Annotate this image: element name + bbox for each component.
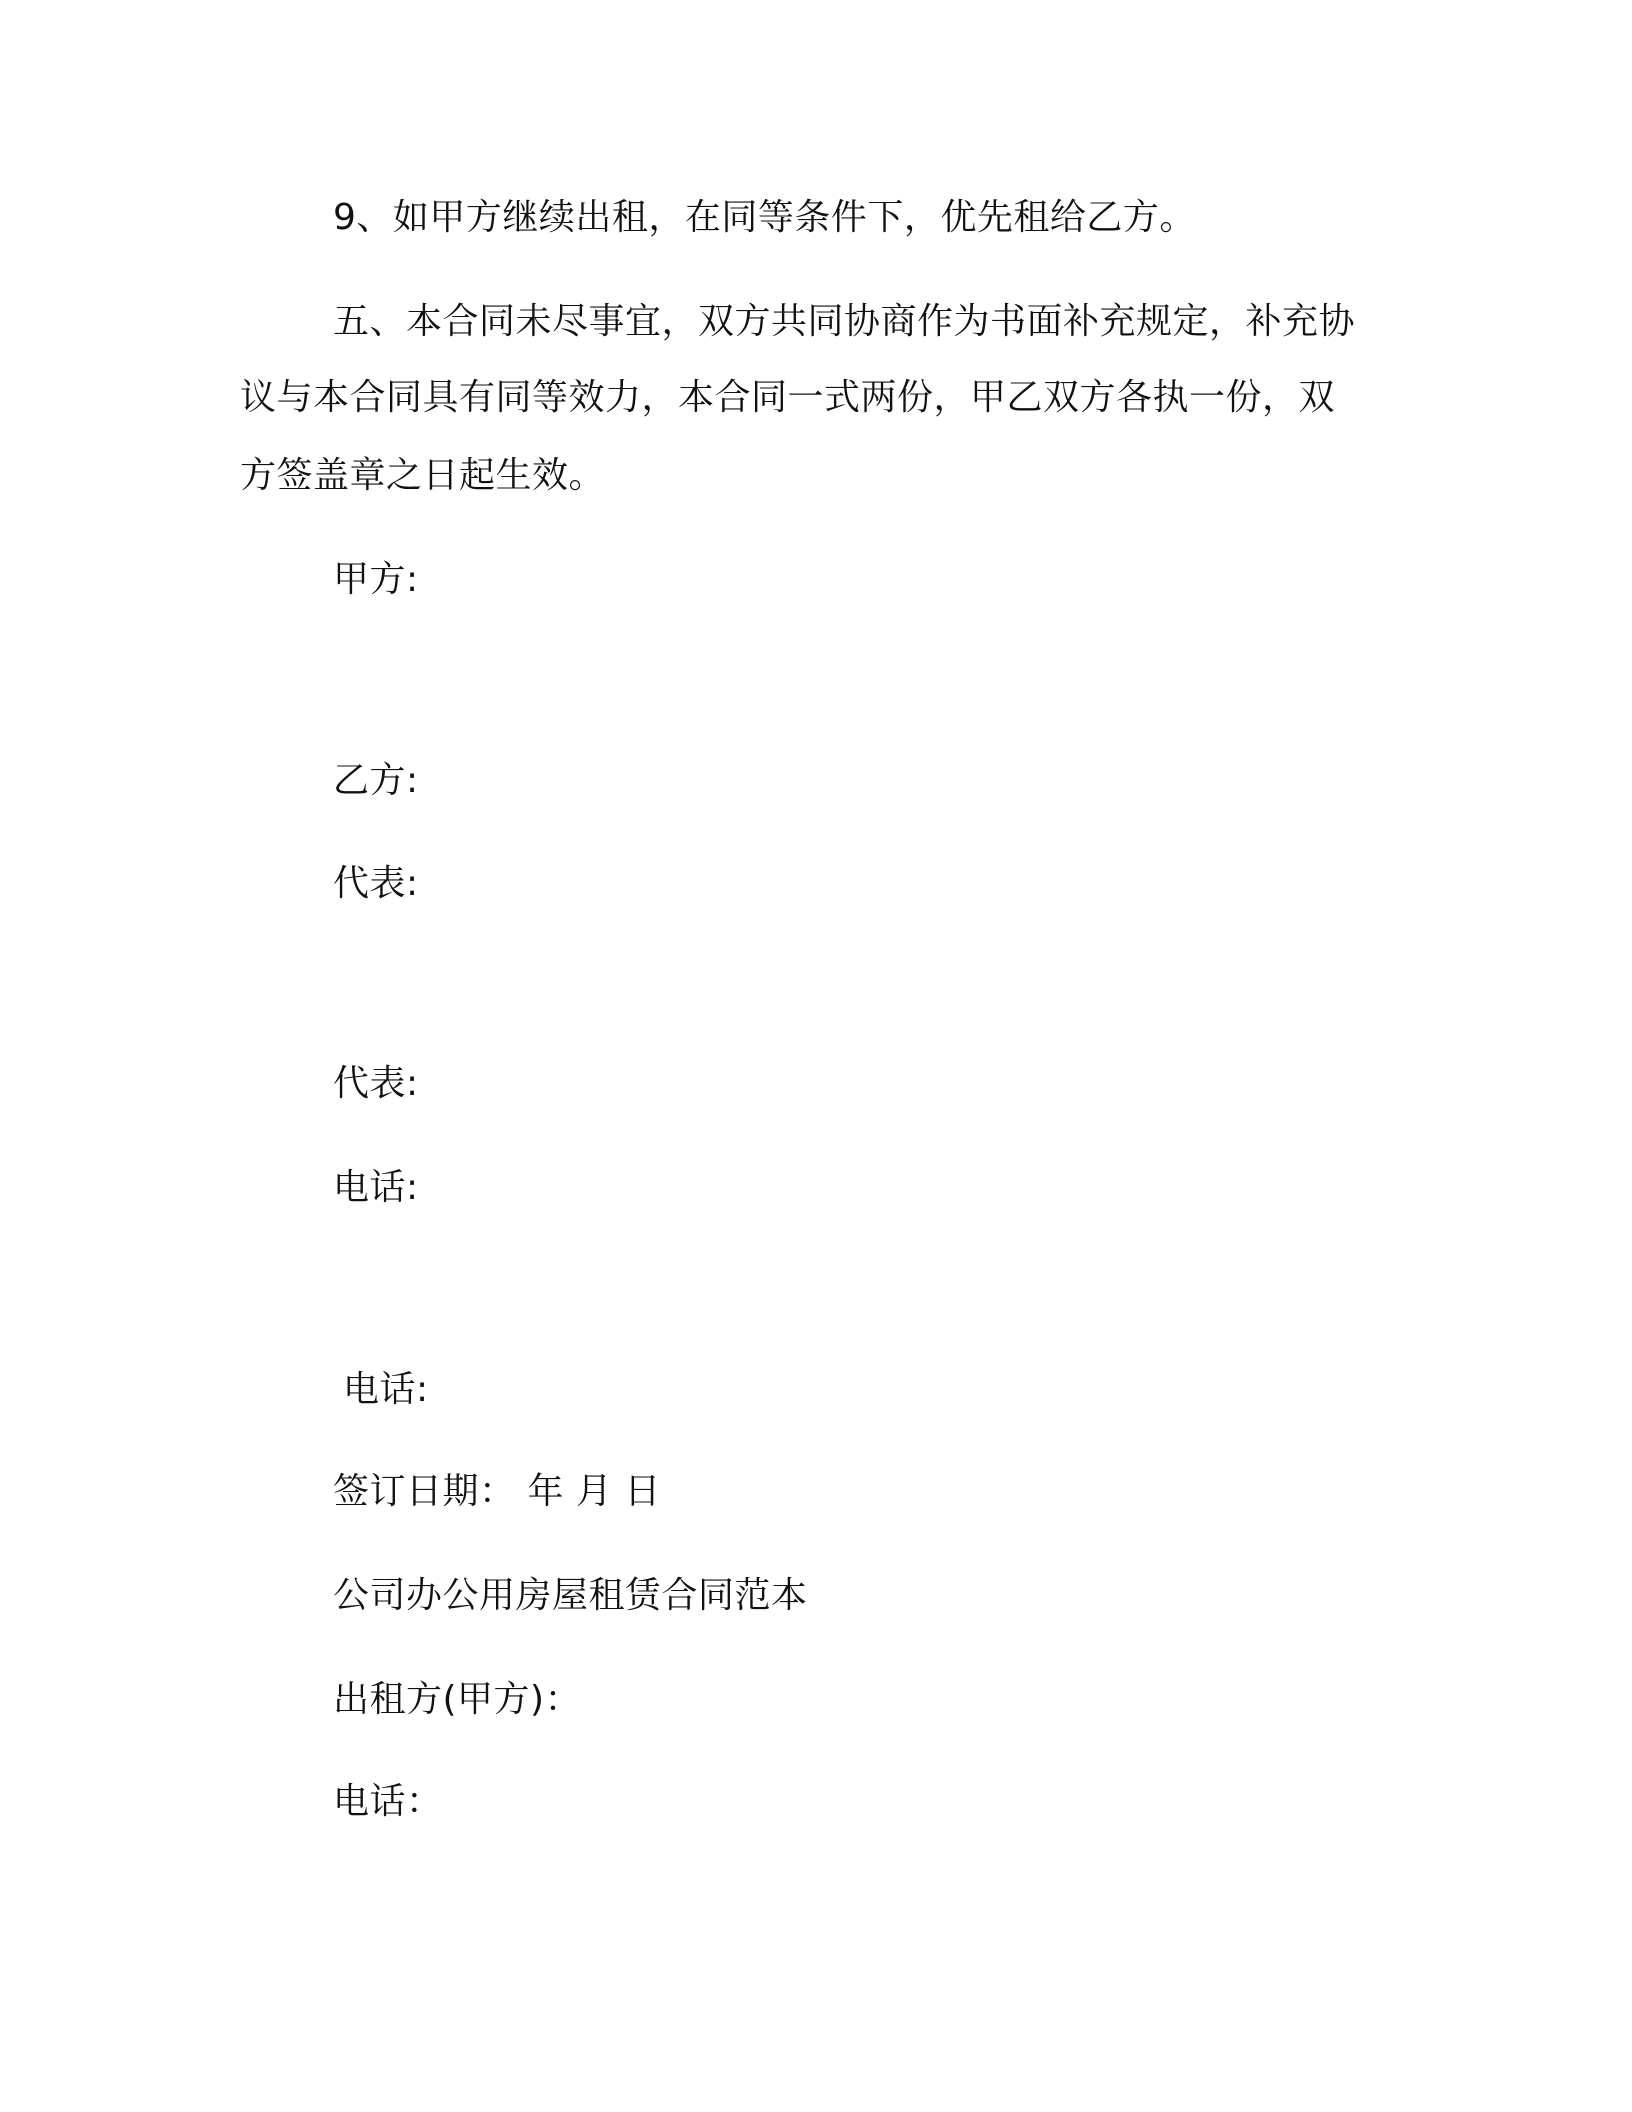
clause-5-line-3: 方签盖章之日起生效。 — [240, 455, 606, 496]
clause-9: 9、如甲方继续出租，在同等条件下，优先租给乙方。 — [333, 197, 1196, 238]
lessor-label: 出租方(甲方)： — [333, 1679, 582, 1720]
next-contract-title: 公司办公用房屋租赁合同范本 — [333, 1575, 808, 1616]
party-a-label: 甲方: — [333, 559, 419, 600]
phone-b-label: 电话: — [343, 1369, 429, 1410]
phone-a-label: 电话: — [333, 1167, 419, 1208]
clause-5-line-2: 议与本合同具有同等效力，本合同一式两份，甲乙双方各执一份，双 — [240, 377, 1336, 418]
representative-b-label: 代表: — [333, 1063, 419, 1104]
party-b-label: 乙方: — [333, 760, 419, 801]
lessor-phone-label: 电话： — [333, 1781, 443, 1822]
representative-a-label: 代表: — [333, 863, 419, 904]
clause-5-line-1: 五、本合同未尽事宜，双方共同协商作为书面补充规定，补充协 — [333, 301, 1356, 342]
sign-date-label: 签订日期： 年 月 日 — [333, 1471, 661, 1512]
